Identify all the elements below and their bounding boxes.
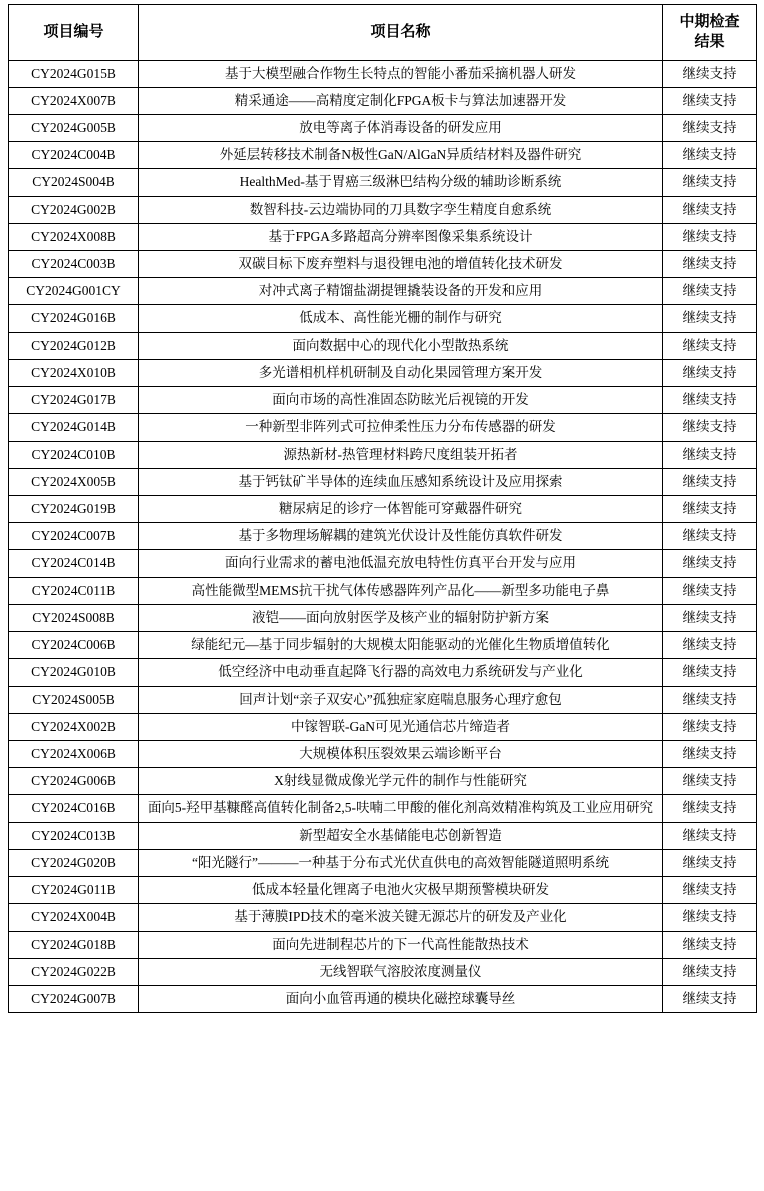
cell-project-code: CY2024X010B bbox=[9, 359, 139, 386]
cell-project-code: CY2024S004B bbox=[9, 169, 139, 196]
cell-review-result: 继续支持 bbox=[663, 414, 757, 441]
cell-project-code: CY2024S008B bbox=[9, 604, 139, 631]
cell-project-code: CY2024C010B bbox=[9, 441, 139, 468]
table-row bbox=[9, 468, 757, 495]
cell-project-name: 基于钙钛矿半导体的连续血压感知系统设计及应用探索 bbox=[139, 468, 663, 495]
cell-project-code: CY2024G015B bbox=[9, 60, 139, 87]
cell-project-code: CY2024G010B bbox=[9, 659, 139, 686]
table-row bbox=[9, 278, 757, 305]
cell-review-result: 继续支持 bbox=[663, 196, 757, 223]
cell-review-result: 继续支持 bbox=[663, 468, 757, 495]
cell-project-code: CY2024G016B bbox=[9, 305, 139, 332]
table-row bbox=[9, 196, 757, 223]
table-row bbox=[9, 985, 757, 1012]
cell-project-name: 低成本、高性能光栅的制作与研究 bbox=[139, 305, 663, 332]
cell-project-code: CY2024C013B bbox=[9, 822, 139, 849]
table-row bbox=[9, 441, 757, 468]
cell-project-name: 数智科技-云边端协同的刀具数字孪生精度自愈系统 bbox=[139, 196, 663, 223]
table-row bbox=[9, 659, 757, 686]
cell-project-code: CY2024X005B bbox=[9, 468, 139, 495]
cell-review-result: 继续支持 bbox=[663, 359, 757, 386]
table-header-row bbox=[9, 5, 757, 61]
table-row bbox=[9, 414, 757, 441]
cell-review-result: 继续支持 bbox=[663, 740, 757, 767]
table-row bbox=[9, 795, 757, 822]
cell-project-code: CY2024X002B bbox=[9, 713, 139, 740]
cell-project-name: 低成本轻量化锂离子电池火灾极早期预警模块研发 bbox=[139, 877, 663, 904]
cell-project-name: 大规模体积压裂效果云端诊断平台 bbox=[139, 740, 663, 767]
cell-project-code: CY2024G002B bbox=[9, 196, 139, 223]
cell-review-result: 继续支持 bbox=[663, 904, 757, 931]
cell-project-name: 面向小血管再通的模块化磁控球囊导丝 bbox=[139, 985, 663, 1012]
header-review-result bbox=[663, 5, 757, 61]
table-row bbox=[9, 523, 757, 550]
cell-project-code: CY2024G017B bbox=[9, 387, 139, 414]
table-row bbox=[9, 87, 757, 114]
cell-review-result: 继续支持 bbox=[663, 659, 757, 686]
cell-project-name: 双碳目标下废弃塑料与退役锂电池的增值转化技术研发 bbox=[139, 251, 663, 278]
cell-project-name: 面向数据中心的现代化小型散热系统 bbox=[139, 332, 663, 359]
cell-project-name: 新型超安全水基储能电芯创新智造 bbox=[139, 822, 663, 849]
table-row bbox=[9, 849, 757, 876]
cell-project-name: 一种新型非阵列式可拉伸柔性压力分布传感器的研发 bbox=[139, 414, 663, 441]
cell-project-code: CY2024C003B bbox=[9, 251, 139, 278]
cell-project-name: X射线显微成像光学元件的制作与性能研究 bbox=[139, 768, 663, 795]
cell-project-name: 基于薄膜IPD技术的毫米波关键无源芯片的研发及产业化 bbox=[139, 904, 663, 931]
table-row bbox=[9, 305, 757, 332]
cell-project-name: 放电等离子体消毒设备的研发应用 bbox=[139, 114, 663, 141]
cell-project-code: CY2024C016B bbox=[9, 795, 139, 822]
cell-project-code: CY2024X008B bbox=[9, 223, 139, 250]
cell-project-name: 外延层转移技术制备N极性GaN/AlGaN异质结材料及器件研究 bbox=[139, 142, 663, 169]
cell-project-code: CY2024C007B bbox=[9, 523, 139, 550]
table-row bbox=[9, 169, 757, 196]
cell-project-code: CY2024X007B bbox=[9, 87, 139, 114]
table-row bbox=[9, 496, 757, 523]
table-row bbox=[9, 332, 757, 359]
cell-review-result: 继续支持 bbox=[663, 60, 757, 87]
cell-project-name: 绿能纪元—基于同步辐射的大规模太阳能驱动的光催化生物质增值转化 bbox=[139, 632, 663, 659]
cell-review-result: 继续支持 bbox=[663, 305, 757, 332]
cell-project-code: CY2024C011B bbox=[9, 577, 139, 604]
cell-project-code: CY2024C004B bbox=[9, 142, 139, 169]
cell-review-result: 继续支持 bbox=[663, 686, 757, 713]
cell-project-name: 面向先进制程芯片的下一代高性能散热技术 bbox=[139, 931, 663, 958]
cell-project-name: “阳光隧行”———一种基于分布式光伏直供电的高效智能隧道照明系统 bbox=[139, 849, 663, 876]
cell-project-name: 精采通途——高精度定制化FPGA板卡与算法加速器开发 bbox=[139, 87, 663, 114]
table-row bbox=[9, 904, 757, 931]
table-row bbox=[9, 822, 757, 849]
table-row bbox=[9, 114, 757, 141]
cell-project-name: 面向5-羟甲基糠醛高值转化制备2,5-呋喃二甲酸的催化剂高效精准构筑及工业应用研究 bbox=[139, 795, 663, 822]
table-row bbox=[9, 958, 757, 985]
cell-review-result: 继续支持 bbox=[663, 114, 757, 141]
cell-review-result: 继续支持 bbox=[663, 142, 757, 169]
cell-project-code: CY2024C006B bbox=[9, 632, 139, 659]
cell-review-result: 继续支持 bbox=[663, 795, 757, 822]
cell-review-result: 继续支持 bbox=[663, 550, 757, 577]
table-body bbox=[9, 60, 757, 1013]
cell-project-code: CY2024G019B bbox=[9, 496, 139, 523]
cell-review-result: 继续支持 bbox=[663, 577, 757, 604]
header-review-result-line1: 中期检查 bbox=[679, 14, 740, 30]
cell-project-name: 无线智联气溶胶浓度测量仪 bbox=[139, 958, 663, 985]
table-row bbox=[9, 577, 757, 604]
cell-review-result: 继续支持 bbox=[663, 604, 757, 631]
table-row bbox=[9, 713, 757, 740]
cell-project-code: CY2024G012B bbox=[9, 332, 139, 359]
header-project-code: 项目编号 bbox=[9, 5, 139, 61]
cell-review-result: 继续支持 bbox=[663, 822, 757, 849]
cell-project-name: 面向行业需求的蓄电池低温充放电特性仿真平台开发与应用 bbox=[139, 550, 663, 577]
cell-project-code: CY2024G001CY bbox=[9, 278, 139, 305]
table-row bbox=[9, 740, 757, 767]
cell-review-result: 继续支持 bbox=[663, 387, 757, 414]
cell-review-result: 继续支持 bbox=[663, 496, 757, 523]
table-row bbox=[9, 223, 757, 250]
table-row bbox=[9, 359, 757, 386]
cell-review-result: 继续支持 bbox=[663, 523, 757, 550]
cell-review-result: 继续支持 bbox=[663, 632, 757, 659]
cell-review-result: 继续支持 bbox=[663, 849, 757, 876]
table-row bbox=[9, 877, 757, 904]
cell-project-name: 多光谱相机样机研制及自动化果园管理方案开发 bbox=[139, 359, 663, 386]
project-review-table bbox=[8, 4, 757, 1013]
cell-project-name: HealthMed-基于胃癌三级淋巴结构分级的辅助诊断系统 bbox=[139, 169, 663, 196]
cell-project-code: CY2024G006B bbox=[9, 768, 139, 795]
table-row bbox=[9, 550, 757, 577]
cell-project-code: CY2024G005B bbox=[9, 114, 139, 141]
cell-review-result: 继续支持 bbox=[663, 169, 757, 196]
cell-review-result: 继续支持 bbox=[663, 251, 757, 278]
cell-project-code: CY2024X004B bbox=[9, 904, 139, 931]
table-row bbox=[9, 768, 757, 795]
cell-project-code: CY2024X006B bbox=[9, 740, 139, 767]
cell-project-name: 高性能微型MEMS抗干扰气体传感器阵列产品化——新型多功能电子鼻 bbox=[139, 577, 663, 604]
cell-project-name: 基于FPGA多路超高分辨率图像采集系统设计 bbox=[139, 223, 663, 250]
table-row bbox=[9, 931, 757, 958]
cell-project-code: CY2024G014B bbox=[9, 414, 139, 441]
cell-project-code: CY2024G018B bbox=[9, 931, 139, 958]
cell-project-name: 源热新材-热管理材料跨尺度组装开拓者 bbox=[139, 441, 663, 468]
table-row bbox=[9, 251, 757, 278]
table-row bbox=[9, 60, 757, 87]
cell-review-result: 继续支持 bbox=[663, 931, 757, 958]
header-project-name: 项目名称 bbox=[139, 5, 663, 61]
cell-review-result: 继续支持 bbox=[663, 713, 757, 740]
cell-project-name: 中镓智联-GaN可见光通信芯片缔造者 bbox=[139, 713, 663, 740]
cell-project-name: 低空经济中电动垂直起降飞行器的高效电力系统研发与产业化 bbox=[139, 659, 663, 686]
table-row bbox=[9, 604, 757, 631]
cell-project-code: CY2024G011B bbox=[9, 877, 139, 904]
header-review-result-line2: 结果 bbox=[694, 34, 725, 51]
cell-project-code: CY2024C014B bbox=[9, 550, 139, 577]
cell-project-code: CY2024G007B bbox=[9, 985, 139, 1012]
cell-project-name: 回声计划“亲子双安心”孤独症家庭喘息服务心理疗愈包 bbox=[139, 686, 663, 713]
cell-project-name: 基于多物理场解耦的建筑光伏设计及性能仿真软件研发 bbox=[139, 523, 663, 550]
cell-review-result: 继续支持 bbox=[663, 877, 757, 904]
cell-review-result: 继续支持 bbox=[663, 332, 757, 359]
table-row bbox=[9, 686, 757, 713]
table-row bbox=[9, 632, 757, 659]
cell-project-code: CY2024G020B bbox=[9, 849, 139, 876]
cell-project-name: 对冲式离子精馏盐湖提锂撬装设备的开发和应用 bbox=[139, 278, 663, 305]
cell-project-name: 液铠——面向放射医学及核产业的辐射防护新方案 bbox=[139, 604, 663, 631]
cell-review-result: 继续支持 bbox=[663, 87, 757, 114]
cell-project-code: CY2024G022B bbox=[9, 958, 139, 985]
cell-review-result: 继续支持 bbox=[663, 441, 757, 468]
table-row bbox=[9, 142, 757, 169]
cell-review-result: 继续支持 bbox=[663, 768, 757, 795]
cell-project-name: 基于大模型融合作物生长特点的智能小番茄采摘机器人研发 bbox=[139, 60, 663, 87]
cell-project-name: 面向市场的高性准固态防眩光后视镜的开发 bbox=[139, 387, 663, 414]
cell-project-name: 糖尿病足的诊疗一体智能可穿戴器件研究 bbox=[139, 496, 663, 523]
cell-review-result: 继续支持 bbox=[663, 958, 757, 985]
table-row bbox=[9, 387, 757, 414]
cell-review-result: 继续支持 bbox=[663, 278, 757, 305]
cell-review-result: 继续支持 bbox=[663, 985, 757, 1012]
cell-project-code: CY2024S005B bbox=[9, 686, 139, 713]
cell-review-result: 继续支持 bbox=[663, 223, 757, 250]
